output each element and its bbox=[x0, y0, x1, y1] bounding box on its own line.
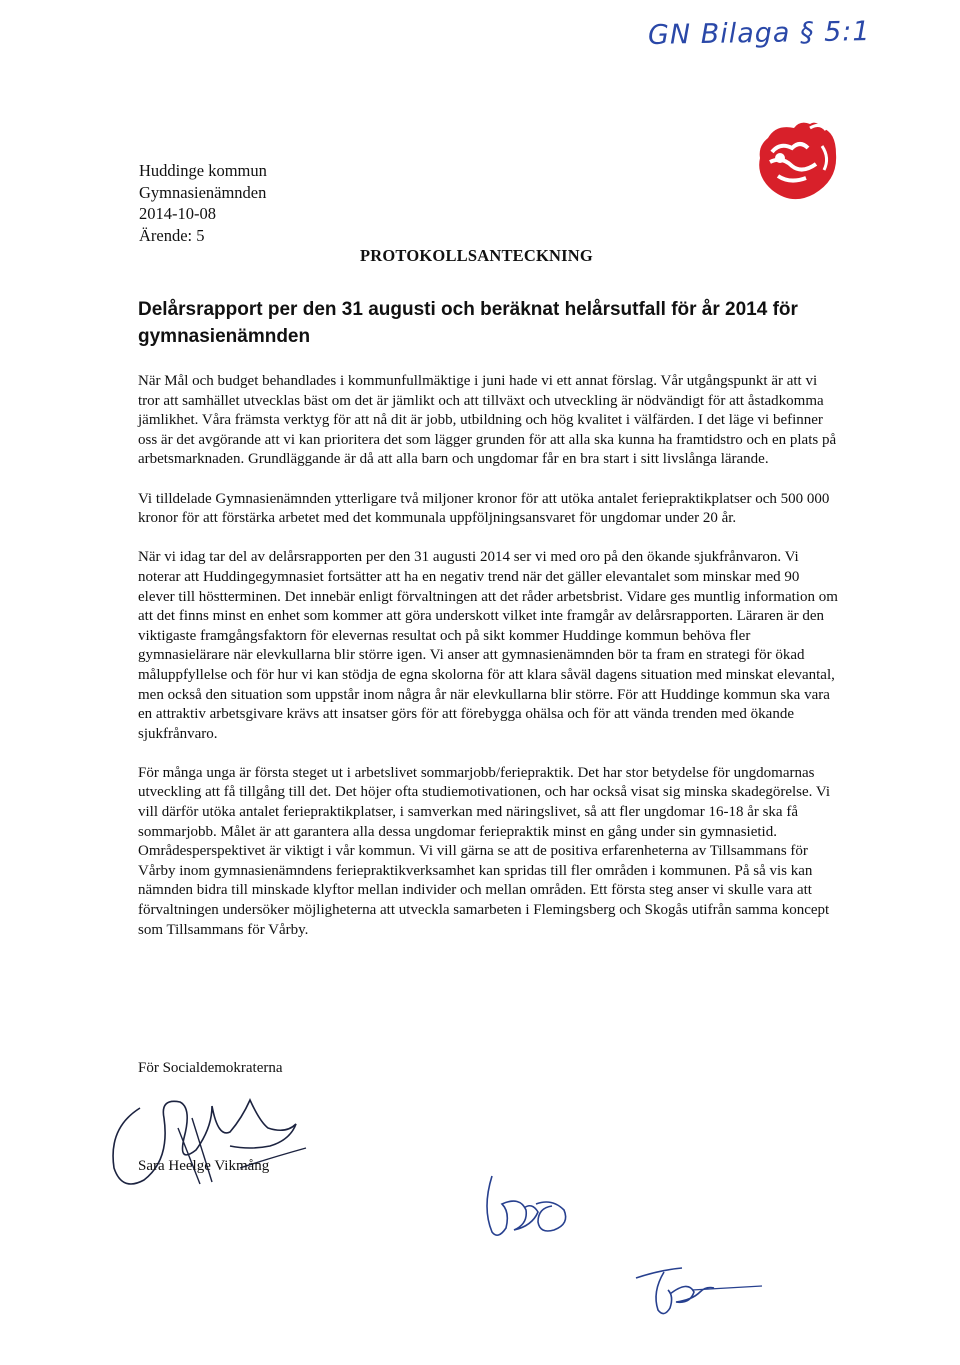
case-number: Ärende: 5 bbox=[139, 225, 205, 245]
document-title: Delårsrapport per den 31 augusti och beräknat helårsutfall för år 2014 för gymnasienämnden bbox=[138, 299, 798, 347]
body-paragraph: Vi tilldelade Gymnasienämnden ytterligare två miljoner kronor för att utöka antalet feriepraktikplatser och 500 000 kronor för att förstärka arbetet med det kommunala uppföljningsansvaret för ungdomar under 20 år. bbox=[138, 490, 830, 527]
body-paragraph: När vi idag tar del av delårsrapporten per den 31 augusti 2014 ser vi med oro på den ökande sjukfrånvaron. Vi noterar att Huddingegymnasiet fortsätter att ha en negativ trend när det gäller elevantalet som minskar med 90 elever till höstterminen. Det innebär enligt förvaltningen att det råder arbetsbrist. Vidare ges muntlig information om att det finns minst en enhet som kommer att göra underskott vilket inte framgår av delårsrapporten. Läraren är den viktigaste framgångsfaktorn för elevernas resultat och på sikt kommer Huddinge kommun behöva fler gymnasielärare när elevkullarna blir större igen. Vi anser att gymnasienämnden bör ta fram en strategi för ökad måluppfyllelse och för hur vi kan stödja de egna skolorna för att klara såväl dagens situation med minskat elevantal, men också den situation som uppstår inom några år när elevkullarna blir större. För att Huddinge kommun ska vara en attraktiv arbetsgivare krävs att insatser görs för att förebygga ohälsa och för att vända trenden med ökande sjukfrånvaro. bbox=[138, 549, 838, 742]
handwritten-stamp: GN Bilaga § 5:1 bbox=[647, 16, 871, 51]
social-democrats-rose-logo-icon bbox=[750, 118, 840, 206]
body-paragraph: När Mål och budget behandlades i kommunfullmäktige i juni hade vi ett annat förslag. Vår utgångspunkt är att vi tror att samhället utvecklas bäst om det är jämlikt och att tillväxt och utveckling är nödvändigt för att åstadkomma jämlikhet. Våra främsta verktyg för att nå dit är jobb, utbildning och hög kvalitet i välfärden. I det läge vi befinner oss är det avgörande att vi kan prioritera det som lägger grunden för att alla ska kunna ha framtidstro och en plats på arbetsmarknaden. Grundläggande är då att alla barn och ungdomar får en bra start i sitt livslånga lärande. bbox=[138, 373, 837, 468]
closing-party-line: För Socialdemokraterna bbox=[138, 1060, 283, 1076]
municipality-name: Huddinge kommun bbox=[139, 161, 267, 180]
document-body bbox=[138, 372, 838, 960]
document-date: 2014-10-08 bbox=[139, 204, 216, 223]
handwritten-initials-icon bbox=[480, 1168, 580, 1248]
handwritten-signature-icon bbox=[100, 1088, 340, 1198]
signer-name: Sara Heelge Vikmång bbox=[138, 1158, 270, 1174]
body-paragraph: För många unga är första steget ut i arbetslivet sommarjobb/feriepraktik. Det har stor betydelse för ungdomarnas utveckling att få tillgång till det. Det höjer ofta studiemotivationen, och har också visat sig minska skadegörelse. Vi vill därför utöka antalet feriepraktikplatser, i samverkan med näringslivet, så att fler ungdomar 16-18 år ska få sommarjobb. Målet är att garantera alla dessa ungdomar feriepraktik minst en gång under sin gymnasietid. Områdesperspektivet är viktigt i vår kommun. Vi vill gärna se att de positiva erfarenheterna av Tillsammans för Vårby inom gymnasienämndens feriepraktikverksamhet kan spridas till fler områden i kommunen. På så vis kan nämnden bidra till minskade klyftor mellan individer och mellan områden. Ett första steg anser vi skulle vara att förvaltningen undersöker möjligheterna att utveckla samarbeten i Flemingsberg och Skogås utifrån samma koncept som Tillsammans för Vårby. bbox=[138, 764, 830, 938]
document-header bbox=[139, 160, 267, 246]
board-name: Gymnasienämnden bbox=[139, 182, 267, 202]
document-type: PROTOKOLLSANTECKNING bbox=[360, 246, 593, 265]
handwritten-initials-icon bbox=[630, 1262, 770, 1322]
